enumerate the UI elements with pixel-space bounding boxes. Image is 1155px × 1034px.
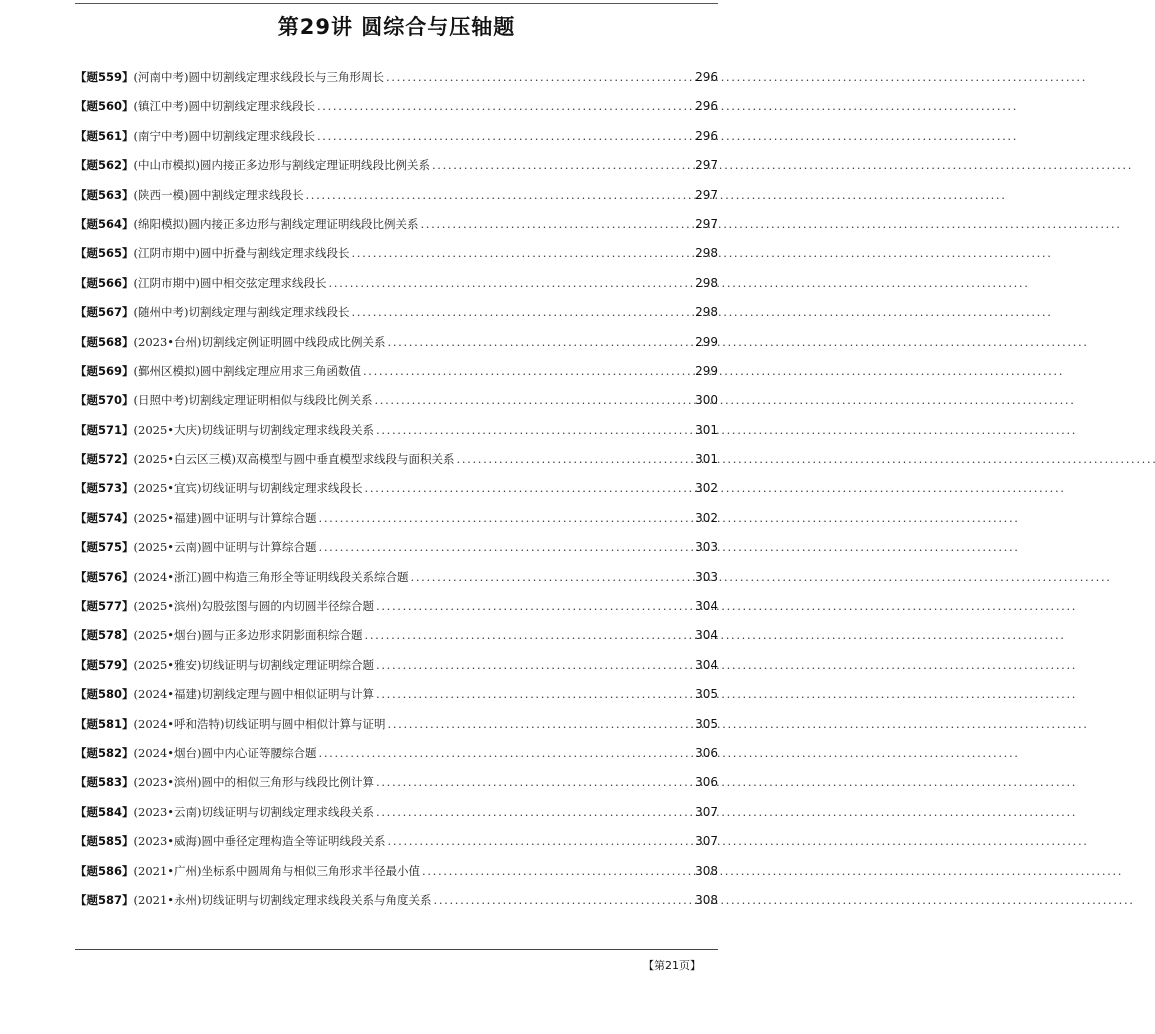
dot-leader xyxy=(434,886,694,915)
entry-page-number: 298 xyxy=(695,275,718,290)
dot-leader xyxy=(421,210,694,239)
entry-page-number: 305 xyxy=(695,716,718,731)
toc-entry[interactable] xyxy=(75,563,718,592)
dot-leader xyxy=(375,386,694,415)
entry-page-number: 297 xyxy=(695,158,718,173)
toc-entry[interactable] xyxy=(75,92,718,121)
toc-entry[interactable] xyxy=(75,63,718,92)
entry-number: 【题583】 xyxy=(75,775,134,790)
entry-number: 【题572】 xyxy=(75,452,134,467)
toc-entry[interactable] xyxy=(75,357,718,386)
toc-entry[interactable] xyxy=(75,680,718,709)
entry-page-number: 297 xyxy=(695,187,718,202)
entry-title: (2024•烟台)圆中内心证等腰综合题 xyxy=(133,745,317,760)
entry-title: (江阴市期中)圆中折叠与割线定理求线段长 xyxy=(133,246,350,261)
toc-entry[interactable] xyxy=(75,416,718,445)
entry-number: 【题576】 xyxy=(75,569,134,584)
entry-number: 【题562】 xyxy=(75,158,134,173)
dot-leader xyxy=(376,680,693,709)
entry-page-number: 306 xyxy=(695,745,718,760)
entry-number: 【题582】 xyxy=(75,745,134,760)
entry-page-number: 306 xyxy=(695,775,718,790)
entry-title: (河南中考)圆中切割线定理求线段长与三角形周长 xyxy=(133,70,384,84)
dot-leader xyxy=(422,857,693,886)
dot-leader xyxy=(352,239,694,268)
entry-number: 【题581】 xyxy=(75,716,134,731)
dot-leader xyxy=(329,269,694,298)
toc-entry[interactable] xyxy=(75,122,718,151)
entry-title: (2024•呼和浩特)切线证明与圆中相似计算与证明 xyxy=(133,716,386,731)
entry-title: (2025•宜宾)切线证明与切割线定理求线段长 xyxy=(133,481,363,496)
toc-entry[interactable] xyxy=(75,239,718,268)
entry-title: (中山市模拟)圆内接正多边形与割线定理证明线段比例关系 xyxy=(133,158,430,173)
entry-page-number: 297 xyxy=(695,216,718,231)
page-title: 第29讲 圆综合与压轴题 xyxy=(277,15,516,39)
toc-entry[interactable] xyxy=(75,474,718,503)
entry-page-number: 301 xyxy=(695,422,718,437)
entry-number: 【题570】 xyxy=(75,393,134,408)
dot-leader xyxy=(376,651,693,680)
entry-number: 【题561】 xyxy=(75,128,134,143)
dot-leader xyxy=(388,710,694,739)
entry-number: 【题559】 xyxy=(75,70,134,84)
bottom-rule xyxy=(75,949,718,950)
dot-leader xyxy=(319,504,694,533)
entry-number: 【题577】 xyxy=(75,599,134,614)
toc-entry[interactable] xyxy=(75,592,718,621)
entry-page-number: 298 xyxy=(695,246,718,261)
toc-entry[interactable] xyxy=(75,651,718,680)
toc-entry[interactable] xyxy=(75,269,718,298)
toc-entry[interactable] xyxy=(75,298,718,327)
toc-entry[interactable] xyxy=(75,181,718,210)
page-number-footer: 【第21页】 xyxy=(643,959,701,972)
toc-entry[interactable] xyxy=(75,739,718,768)
dot-leader xyxy=(317,122,693,151)
dot-leader xyxy=(411,563,694,592)
top-rule xyxy=(75,3,718,4)
toc-entry[interactable] xyxy=(75,621,718,650)
dot-leader xyxy=(386,63,693,92)
entry-page-number: 296 xyxy=(695,128,718,143)
entry-number: 【题568】 xyxy=(75,334,134,349)
dot-leader xyxy=(376,416,693,445)
entry-number: 【题587】 xyxy=(75,892,134,907)
entry-page-number: 304 xyxy=(695,628,718,643)
entry-number: 【题574】 xyxy=(75,510,134,525)
entry-number: 【题585】 xyxy=(75,834,134,849)
dot-leader xyxy=(376,768,693,797)
entry-page-number: 304 xyxy=(695,657,718,672)
entry-title: (鄞州区模拟)圆中割线定理应用求三角函数值 xyxy=(133,363,361,378)
entry-page-number: 300 xyxy=(695,393,718,408)
entry-title: (绵阳模拟)圆内接正多边形与割线定理证明线段比例关系 xyxy=(133,216,419,231)
entry-number: 【题567】 xyxy=(75,305,134,320)
toc-entry[interactable] xyxy=(75,768,718,797)
entry-number: 【题580】 xyxy=(75,687,134,702)
entry-title: (随州中考)切割线定理与割线定理求线段长 xyxy=(133,305,350,320)
toc-entry[interactable] xyxy=(75,710,718,739)
toc-entry[interactable] xyxy=(75,533,718,562)
entry-title: (日照中考)切割线定理证明相似与线段比例关系 xyxy=(133,393,373,408)
toc-entry[interactable] xyxy=(75,857,718,886)
dot-leader xyxy=(319,739,694,768)
dot-leader xyxy=(388,827,694,856)
entry-title: (2025•烟台)圆与正多边形求阴影面积综合题 xyxy=(133,628,363,643)
toc-entry[interactable] xyxy=(75,798,718,827)
entry-number: 【题569】 xyxy=(75,363,134,378)
entry-page-number: 299 xyxy=(695,363,718,378)
entry-title: (2023•云南)切线证明与切割线定理求线段关系 xyxy=(133,804,375,819)
entry-number: 【题571】 xyxy=(75,422,134,437)
entry-page-number: 304 xyxy=(695,599,718,614)
entry-number: 【题575】 xyxy=(75,540,134,555)
toc-entry[interactable] xyxy=(75,827,718,856)
entry-title: (南宁中考)圆中切割线定理求线段长 xyxy=(133,128,315,143)
entry-number: 【题565】 xyxy=(75,246,134,261)
entry-number: 【题563】 xyxy=(75,187,134,202)
entry-page-number: 301 xyxy=(695,452,718,467)
entry-title: (陕西一模)圆中割线定理求线段长 xyxy=(133,187,304,202)
entry-page-number: 307 xyxy=(695,834,718,849)
entry-title: (2023•威海)圆中垂径定理构造全等证明线段关系 xyxy=(133,834,386,849)
entry-title: (2024•浙江)圆中构造三角形全等证明线段关系综合题 xyxy=(133,569,409,584)
entry-title: (2025•大庆)切线证明与切割线定理求线段关系 xyxy=(133,422,375,437)
dot-leader xyxy=(365,621,694,650)
entry-page-number: 299 xyxy=(695,334,718,349)
entry-number: 【题560】 xyxy=(75,99,134,114)
toc-entry[interactable] xyxy=(75,151,718,180)
entry-number: 【题586】 xyxy=(75,863,134,878)
dot-leader xyxy=(432,151,693,180)
entry-title: (2025•滨州)勾股弦图与圆的内切圆半径综合题 xyxy=(133,599,375,614)
dot-leader xyxy=(376,798,693,827)
dot-leader xyxy=(363,357,693,386)
entry-number: 【题578】 xyxy=(75,628,134,643)
dot-leader xyxy=(376,592,693,621)
entry-title: (2023•滨州)圆中的相似三角形与线段比例计算 xyxy=(133,775,375,790)
entry-title: (2021•永州)切线证明与切割线定理求线段关系与角度关系 xyxy=(133,892,432,907)
entry-title: (2025•雅安)切线证明与切割线定理证明综合题 xyxy=(133,657,375,672)
toc-entry[interactable] xyxy=(75,445,718,474)
entry-page-number: 302 xyxy=(695,481,718,496)
entry-page-number: 305 xyxy=(695,687,718,702)
entry-title: (2023•台州)切割线定例证明圆中线段成比例关系 xyxy=(133,334,386,349)
toc-entry[interactable] xyxy=(75,886,718,915)
entry-number: 【题566】 xyxy=(75,275,134,290)
entry-number: 【题584】 xyxy=(75,804,134,819)
toc-entry[interactable] xyxy=(75,328,718,357)
toc-entry[interactable] xyxy=(75,386,718,415)
entry-page-number: 302 xyxy=(695,510,718,525)
entry-title: (江阴市期中)圆中相交弦定理求线段长 xyxy=(133,275,327,290)
entry-title: (2025•云南)圆中证明与计算综合题 xyxy=(133,540,317,555)
entry-title: (镇江中考)圆中切割线定理求线段长 xyxy=(133,99,315,114)
entry-page-number: 303 xyxy=(695,569,718,584)
entry-number: 【题579】 xyxy=(75,657,134,672)
entry-title: (2024•福建)切割线定理与圆中相似证明与计算 xyxy=(133,687,375,702)
entry-number: 【题564】 xyxy=(75,216,134,231)
dot-leader xyxy=(457,445,694,474)
entry-title: (2025•白云区三模)双高模型与圆中垂直模型求线段与面积关系 xyxy=(133,452,455,467)
dot-leader xyxy=(319,533,694,562)
toc-entry[interactable] xyxy=(75,210,718,239)
entry-page-number: 303 xyxy=(695,540,718,555)
dot-leader xyxy=(365,474,694,503)
dot-leader xyxy=(352,298,694,327)
entry-page-number: 308 xyxy=(695,892,718,907)
dot-leader xyxy=(306,181,694,210)
dot-leader xyxy=(317,92,693,121)
entry-number: 【题573】 xyxy=(75,481,134,496)
entry-page-number: 298 xyxy=(695,305,718,320)
entry-title: (2021•广州)坐标系中圆周角与相似三角形求半径最小值 xyxy=(133,863,421,878)
toc-entry[interactable] xyxy=(75,504,718,533)
entry-page-number: 308 xyxy=(695,863,718,878)
dot-leader xyxy=(388,328,694,357)
table-of-contents xyxy=(75,63,718,915)
entry-page-number: 296 xyxy=(695,70,718,84)
entry-page-number: 296 xyxy=(695,99,718,114)
entry-page-number: 307 xyxy=(695,804,718,819)
entry-title: (2025•福建)圆中证明与计算综合题 xyxy=(133,510,317,525)
